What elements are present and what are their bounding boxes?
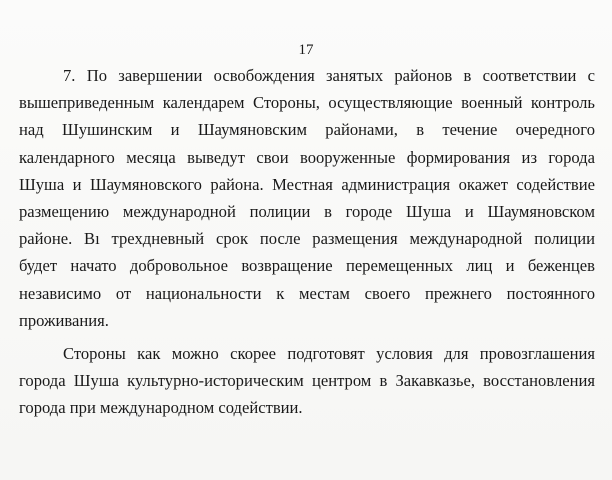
paragraph-line: проживания. xyxy=(19,310,109,330)
paragraph-line: будет начато добровольное возвращение перемещенных лиц и беженцев xyxy=(19,256,595,276)
paragraph-line: районе. Вı трехдневный срок после размещения международной полиции xyxy=(19,229,595,249)
paragraph-line: размещению международной полиции в городе Шуша и Шаумяновском xyxy=(19,201,595,221)
paragraph-line: города при международном содействии. xyxy=(19,398,303,418)
paragraph-line: Шуша и Шаумяновского района. Местная администрация окажет содействие xyxy=(19,174,595,194)
paragraph-line: Стороны как можно скорее подготовят условия для провозглашения xyxy=(63,343,595,363)
paragraph-line: независимо от национальности к местам своего прежнего постоянного xyxy=(19,283,595,303)
paragraph-shusha-center xyxy=(19,340,595,422)
paragraph-line: вышеприведенным календарем Стороны, осуществляющие военный контроль xyxy=(19,93,595,113)
paragraph-line: над Шушинским и Шаумяновским районами, в течение очередного xyxy=(19,120,595,140)
paragraph-7 xyxy=(19,62,595,334)
paragraph-line: 7. По завершении освобождения занятых районов в соответствии с xyxy=(63,66,595,85)
document-body xyxy=(19,62,595,421)
paragraph-line: календарного месяца выведут свои вооруженные формирования из города xyxy=(19,147,595,167)
page-number: 17 xyxy=(298,42,314,58)
paragraph-line: города Шуша культурно-историческим центром в Закавказье, восстановления xyxy=(19,371,595,391)
